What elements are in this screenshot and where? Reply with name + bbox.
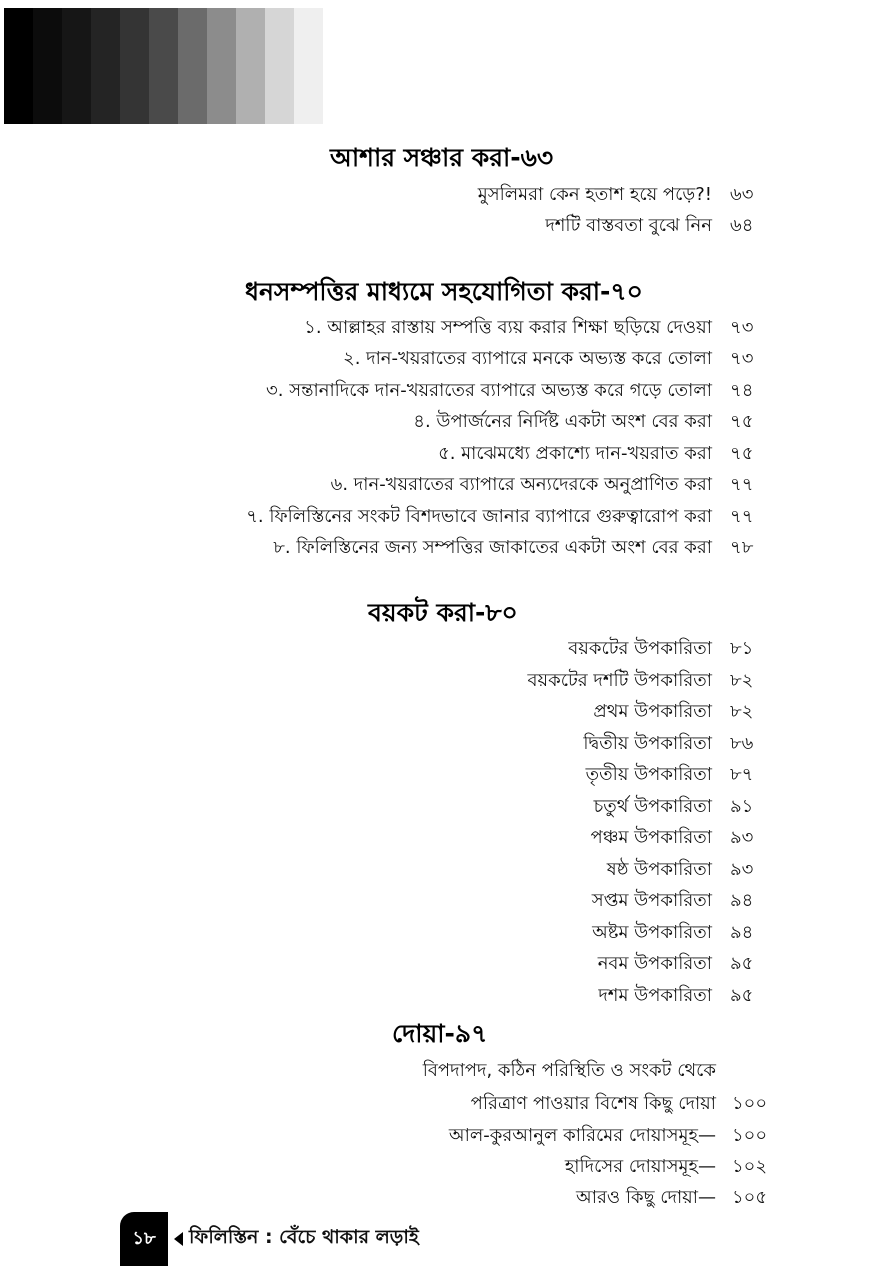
toc-entry-page: ৯১ [730,796,754,817]
toc-entry-page: ৯৩ [730,827,754,848]
toc-entry-page: ৭৩ [730,317,754,338]
section-heading: ধনসম্পত্তির মাধ্যমে সহযোগিতা করা-৭০ [245,277,643,306]
toc-entry[interactable] [0,376,870,406]
toc-entry-title: প্রথম উপকারিতা [593,701,712,722]
toc-entry-page: ১০০ [732,1093,768,1114]
toc-entry-page: ৯৫ [730,953,754,974]
toc-entry-title: বিপদাপদ, কঠিন পরিস্থিতি ও সংকট থেকে [422,1060,716,1081]
toc-entry-page: ৯৪ [730,922,754,943]
toc-entry[interactable] [0,729,870,759]
running-book-title: ফিলিস্তিন : বেঁচে থাকার লড়াই [189,1226,419,1248]
toc-entry-page: ১০০ [732,1125,768,1146]
toc-entry[interactable] [0,1089,870,1119]
toc-entry[interactable] [0,666,870,696]
toc-entry-page: ৯৩ [730,859,754,880]
page-number: ১৮ [120,1212,168,1266]
toc-entry-title: ৫. মাঝেমধ্যে প্রকাশ্যে দান-খয়রাত করা [438,443,712,464]
toc-entry[interactable] [0,823,870,853]
gray-swatch-8 [207,8,236,124]
toc-entry-title: আল-কুরআনুল কারিমের দোয়াসমূহ— [448,1125,716,1146]
gray-swatch-5 [120,8,149,124]
toc-entry-title: ৮. ফিলিস্তিনের জন্য সম্পত্তির জাকাতের একটা অংশ বের করা [273,537,712,558]
triangle-left-icon [174,1232,183,1246]
toc-entry-page: ৭৪ [730,380,754,401]
toc-entry[interactable] [0,180,870,210]
toc-entry-title: ৬. দান-খয়রাতের ব্যাপারে অন্যদেরকে অনুপ্রাণিত করা [330,474,712,495]
toc-entry-page: ৭৫ [730,443,754,464]
toc-entry[interactable] [0,313,870,343]
toc-entry[interactable] [0,502,870,532]
toc-entry[interactable] [0,211,870,241]
toc-entry-page: ৭৮ [730,537,754,558]
toc-entry-title: হাদিসের দোয়াসমূহ— [564,1156,716,1177]
toc-entry[interactable] [0,1152,870,1182]
toc-entry-page: ৮৭ [730,764,754,785]
toc-entry-page: ৭৫ [730,411,754,432]
toc-entry-title: বয়কটের উপকারিতা [568,638,712,659]
toc-entry[interactable] [0,407,870,437]
page-footer [120,1212,419,1266]
gray-swatch-10 [265,8,294,124]
toc-entry-title: পঞ্চম উপকারিতা [590,827,712,848]
toc-entry-page: ৬৩ [730,184,754,205]
toc-entry-page: ৭৭ [730,474,754,495]
gray-swatch-1 [4,8,33,124]
gray-swatch-2 [33,8,62,124]
toc-entry[interactable] [0,697,870,727]
toc-entry[interactable] [0,1183,870,1213]
toc-entry-page: ৭৭ [730,506,754,527]
toc-entry-title: তৃতীয় উপকারিতা [585,764,712,785]
toc-entry-page: ১০২ [732,1156,768,1177]
toc-entry[interactable] [0,949,870,979]
toc-entry-title: বয়কটের দশটি উপকারিতা [527,670,712,691]
toc-entry-title: অষ্টম উপকারিতা [592,922,712,943]
toc-entry[interactable] [0,1121,870,1151]
gray-swatch-7 [178,8,207,124]
toc-entry-page: ৮২ [730,701,754,722]
toc-entry-title: ১. আল্লাহর রাস্তায় সম্পত্তি ব্যয় করার শিক্ষা ছড়িয়ে দেওয়া [304,317,712,338]
toc-entry-title: ৩. সন্তানাদিকে দান-খয়রাতের ব্যাপারে অভ্যস্ত করে গড়ে তোলা [266,380,712,401]
section-heading: আশার সঞ্চার করা-৬৩ [330,143,554,172]
toc-entry-page: ৬৪ [730,215,754,236]
gray-swatch-3 [62,8,91,124]
toc-entry-title: ষষ্ঠ উপকারিতা [606,859,712,880]
toc-entry-page: ৯৫ [730,985,754,1006]
toc-entry-title: ৭. ফিলিস্তিনের সংকট বিশদভাবে জানার ব্যাপারে গুরুত্বারোপ করা [246,506,712,527]
toc-entry-page: ৮৬ [730,733,754,754]
toc-entry[interactable] [0,855,870,885]
gray-swatch-4 [91,8,120,124]
toc-entry-page: ৯৪ [730,890,754,911]
toc-entry-page: ৮২ [730,670,754,691]
toc-entry [0,1056,870,1086]
toc-entry[interactable] [0,533,870,563]
toc-entry-title: আরও কিছু দোয়া— [575,1187,716,1208]
toc-entry[interactable] [0,439,870,469]
toc-entry[interactable] [0,981,870,1011]
toc-entry[interactable] [0,792,870,822]
gray-swatch-6 [149,8,178,124]
gray-swatch-11 [294,8,323,124]
toc-entry[interactable] [0,634,870,664]
toc-entry[interactable] [0,344,870,374]
toc-entry-title: পরিত্রাণ পাওয়ার বিশেষ কিছু দোয়া [470,1093,716,1114]
section-heading: দোয়া-৯৭ [392,1019,488,1048]
toc-entry[interactable] [0,760,870,790]
toc-entry[interactable] [0,886,870,916]
toc-entry-page: ১০৫ [732,1187,768,1208]
toc-entry-title: দ্বিতীয় উপকারিতা [583,733,712,754]
toc-entry-title: নবম উপকারিতা [597,953,712,974]
toc-entry-title: চতুর্থ উপকারিতা [593,796,712,817]
gray-swatch-9 [236,8,265,124]
toc-entry-title: ৪. উপার্জনের নির্দিষ্ট একটা অংশ বের করা [413,411,712,432]
toc-entry-title: দশম উপকারিতা [598,985,712,1006]
section-heading: বয়কট করা-৮০ [368,598,518,627]
toc-entry-title: ২. দান-খয়রাতের ব্যাপারে মনকে অভ্যস্ত করে তোলা [342,348,712,369]
toc-entry-page: ৭৩ [730,348,754,369]
toc-entry[interactable] [0,918,870,948]
toc-entry[interactable] [0,470,870,500]
grayscale-calibration-strip [4,8,323,124]
toc-entry-title: সপ্তম উপকারিতা [591,890,712,911]
toc-entry-page: ৮১ [730,638,754,659]
toc-entry-title: মুসলিমরা কেন হতাশ হয়ে পড়ে?! [477,184,712,205]
toc-entry-title: দশটি বাস্তবতা বুঝে নিন [545,215,712,236]
